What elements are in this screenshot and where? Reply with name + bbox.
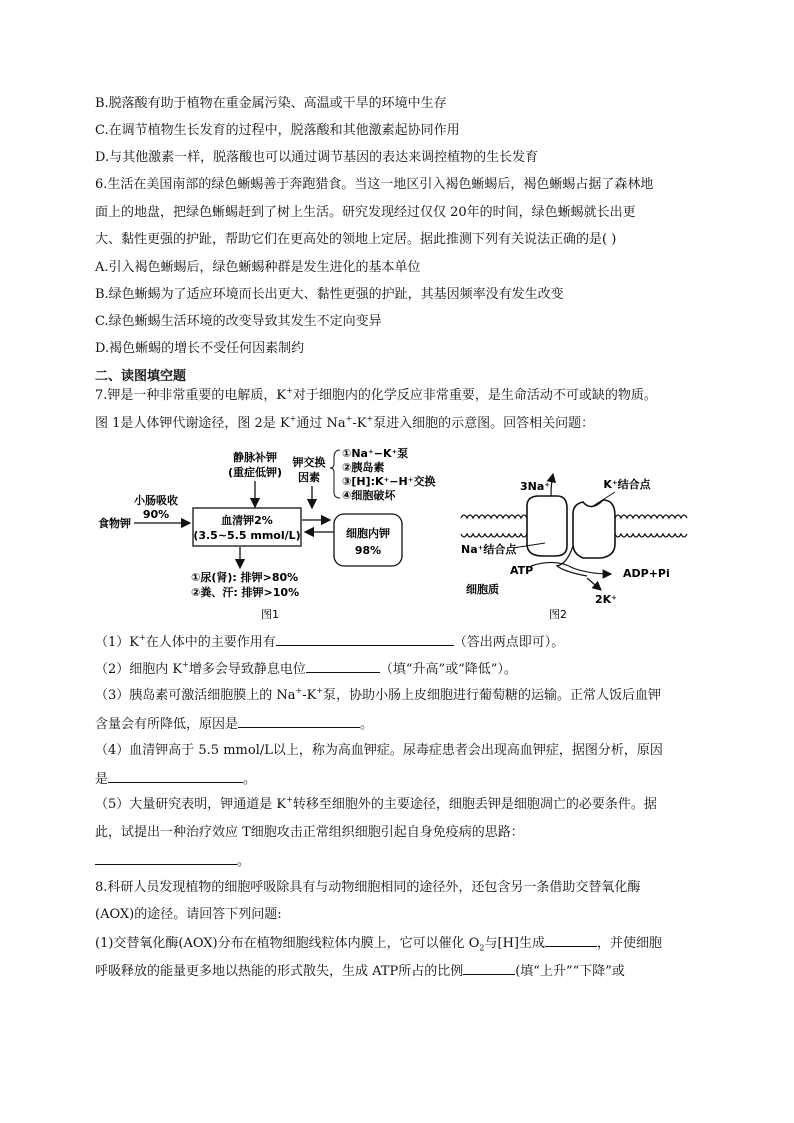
fig2-adp-label: ADP+Pi (623, 567, 670, 580)
option-6a: A.引入褐色蜥蜴后，绿色蜥蜴种群是发生进化的基本单位 (95, 260, 421, 275)
subquestion-7-4-line1: （4）血清钾高于 5.5 mmol/L以上，称为高血钾症。尿毒症患者会出现高血钾症，据图分析，原因 (95, 743, 663, 758)
question-8-1-line1: (1)交替氧化酶(AOX)分布在植物细胞线粒体内膜上，它可以催化 $O_2$与[H]生成 ，并使细胞 (95, 936, 663, 953)
subquestion-7-5-line2: 此，试提出一种治疗效应 T细胞攻击正常组织细胞引起自身免疫病的思路： (95, 825, 524, 840)
fig1-caption: 图1 (261, 608, 279, 621)
question-6-line1: 6.生活在美国南部的绿色蜥蜴善于奔跑猎食。当这一地区引入褐色蜥蜴后，褐色蜥蜴占据了森林地 (95, 177, 654, 192)
fig1-exchange-label: 钾交换 (292, 456, 326, 469)
option-5d: D.与其他激素一样，脱落酸也可以通过调节基因的表达来调控植物的生长发育 (95, 150, 539, 165)
fig1-serum-line1: 血清钾2% (221, 514, 273, 527)
option-5b: B.脱落酸有助于植物在重金属污染、高温或干旱的环境中生存 (95, 96, 447, 111)
fig2-pump-right-subunit (573, 500, 615, 558)
fig1-cell-line2: 98% (354, 544, 382, 557)
fig1-serum-line2: (3.5~5.5 mmol/L) (193, 529, 301, 542)
subquestion-7-3-line1: （3）胰岛素可激活细胞膜上的 Na+-K+泵，协助小肠上皮细胞进行葡萄糖的运输。正常人饭后血钾 (95, 685, 662, 703)
subquestion-7-4-line2: 是 。 (95, 772, 257, 787)
fig1-factor-1: ①Na⁺−K⁺泵 (342, 447, 409, 460)
subquestion-7-3-line2: 含量会有所降低，原因是 。 (95, 717, 374, 732)
answer-blank[interactable] (95, 852, 237, 865)
question-8-1-line2: 呼吸释放的能量更多地以热能的形式散失，生成 ATP所占的比例 (填“上升”“下降”或 (95, 964, 625, 979)
fig1-exchange-label2: 因素 (298, 471, 320, 484)
fig2-membrane-right-bottom (615, 534, 687, 537)
subquestion-7-5-line3: 。 (95, 852, 250, 870)
fig1-iv-note: (重症低钾) (227, 466, 283, 479)
fig1-factor-2: ②胰岛素 (342, 461, 385, 474)
fig1-cell-box (334, 514, 402, 566)
fig1-absorb-label: 小肠吸收 (134, 494, 178, 507)
question-6-line3: 大、黏性更强的护趾，帮助它们在更高处的领地上定居。据此推测下列有关说法正确的是( ) (95, 232, 617, 247)
answer-blank[interactable] (108, 770, 243, 783)
fig1-absorb-pct: 90% (142, 508, 170, 521)
question-7-line1: 7.钾是一种非常重要的电解质，K+对于细胞内的化学反应非常重要，是生命活动不可或缺的物质。 (95, 385, 657, 403)
fig2-na-in-arrow (551, 474, 553, 496)
fig2-k-site-label: K⁺结合点 (603, 478, 651, 491)
figure-2-sodium-potassium-pump (455, 440, 700, 622)
subquestion-7-1: （1）K+在人体中的主要作用有 （答出两点即可）。 (95, 632, 565, 650)
fig2-membrane-left-top (461, 515, 527, 518)
fig1-food-label: 食物钾 (98, 517, 131, 530)
subquestion-7-2: （2）细胞内 K+增多会导致静息电位 （填“升高”或“降低”）。 (95, 659, 517, 677)
fig1-factor-3: ③[H]:K⁺−H⁺交换 (342, 475, 436, 488)
fig2-caption: 图2 (549, 608, 567, 621)
answer-blank[interactable] (306, 660, 380, 673)
answer-blank[interactable] (545, 934, 597, 947)
question-8-line2: (AOX)的途径。请回答下列问题: (95, 907, 282, 922)
fig2-2k-label: 2K⁺ (595, 593, 617, 606)
question-6-line2: 面上的地盘，把绿色蜥蜴赶到了树上生活。研究发现经过仅仅 20年的时间，绿色蜥蜴就长出更 (95, 205, 636, 220)
fig1-excretion-feces: ②粪、汗: 排钾>10% (191, 586, 300, 599)
fig2-cytoplasm-label: 细胞质 (466, 583, 499, 596)
fig2-membrane-right-top (615, 515, 687, 518)
option-6c: C.绿色蜥蜴生活环境的改变导致其发生不定向变异 (95, 314, 382, 329)
question-8-line1: 8.科研人员发现植物的细胞呼吸除具有与动物细胞相同的途径外，还包含另一条借助交替氧化酶 (95, 880, 641, 895)
fig1-cell-line1: 细胞内钾 (346, 527, 390, 540)
fig1-factor-4: ④细胞破坏 (342, 489, 396, 502)
fig1-excretion-urine: ①尿(肾): 排钾>80% (191, 571, 299, 584)
answer-blank[interactable] (238, 715, 360, 728)
option-5c: C.在调节植物生长发育的过程中，脱落酸和其他激素起协同作用 (95, 123, 460, 138)
answer-blank[interactable] (463, 962, 515, 975)
section-heading: 二、读图填空题 (95, 369, 187, 384)
subquestion-7-5-line1: （5）大量研究表明，钾通道是 K+转移至细胞外的主要途径，细胞丢钾是细胞凋亡的必要条件。据 (95, 794, 657, 812)
fig1-iv-label: 静脉补钾 (233, 451, 277, 464)
fig1-exchange-brace (330, 450, 340, 498)
option-6b: B.绿色蜥蜴为了适应环境而长出更大、黏性更强的护趾，其基因频率没有发生改变 (95, 287, 564, 302)
question-7-line2: 图 1是人体钾代谢途径，图 2是 K+通过 Na+-K+泵进入细胞的示意图。回答相关问题： (95, 413, 595, 431)
fig2-membrane-left-bottom (461, 534, 527, 537)
figure-1-potassium-metabolism (90, 440, 450, 622)
option-6d: D.褐色蜥蜴的增长不受任何因素制约 (95, 341, 305, 356)
fig2-na-site-label: Na⁺结合点 (461, 543, 517, 556)
fig2-pump-left-subunit (527, 496, 567, 556)
fig2-3na-label: 3Na⁺ (519, 480, 551, 493)
fig2-2k-arrow (587, 578, 601, 590)
answer-blank[interactable] (276, 633, 454, 646)
fig2-atp-label: ATP (510, 564, 534, 577)
